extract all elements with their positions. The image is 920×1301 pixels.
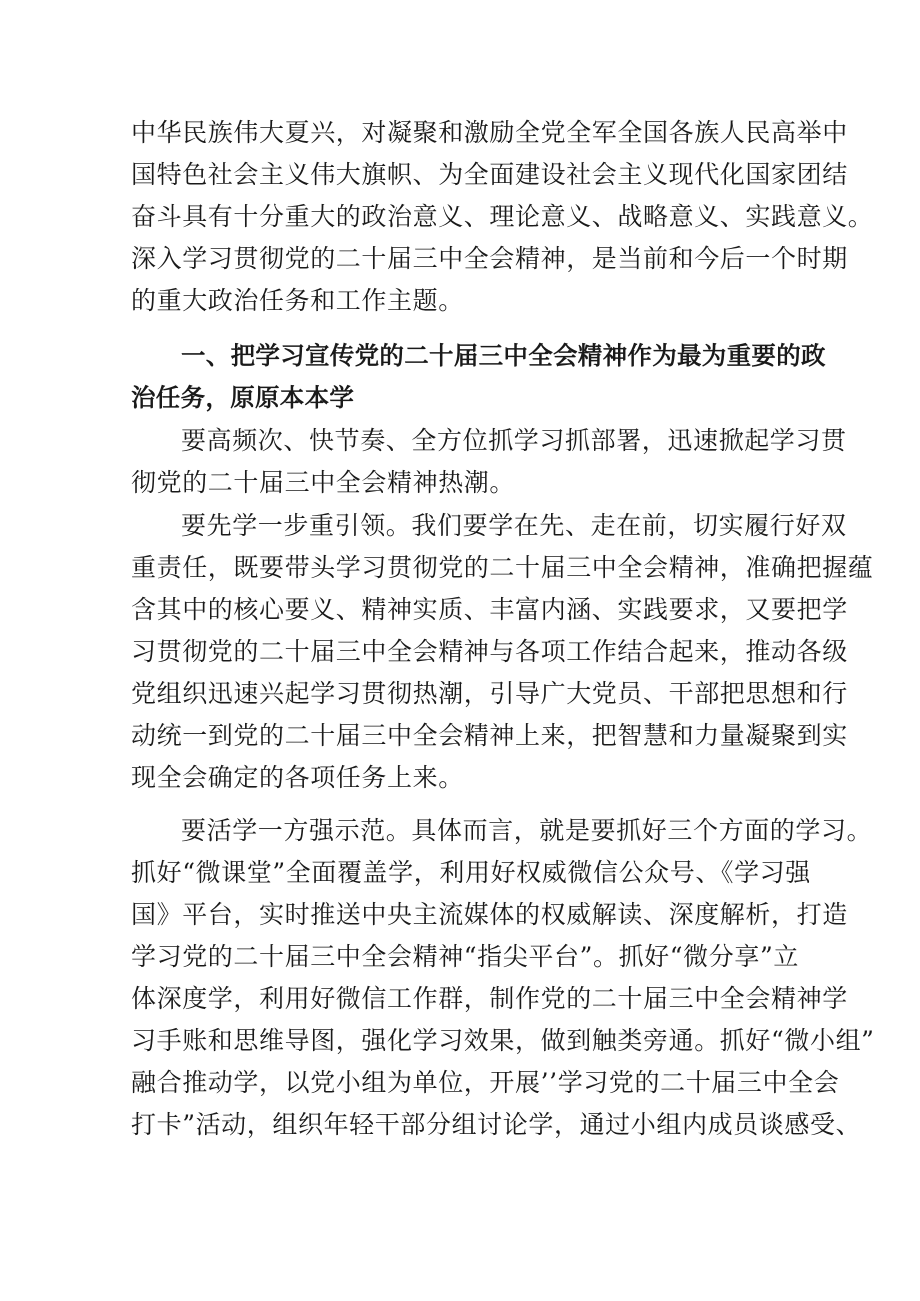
paragraph-line: 打卡”活动，组织年轻干部分组讨论学，通过小组内成员谈感受、 (131, 1110, 862, 1139)
paragraph-line: 彻党的二十届三中全会精神热潮。 (131, 468, 516, 497)
paragraph-line: 国》平台，实时推送中央主流媒体的权威解读、深度解析，打造 (131, 900, 848, 929)
paragraph-line: 学习党的二十届三中全会精神“指尖平台”。抓好“微分享”立 (131, 942, 799, 971)
paragraph-line: 融合推动学，以党小组为单位，开展’’学习党的二十届三中全会 (131, 1068, 840, 1097)
intro-line: 的重大政治任务和工作主题。 (131, 286, 464, 315)
paragraph-line: 党组织迅速兴起学习贯彻热潮，引导广大党员、干部把思想和行 (131, 679, 848, 708)
paragraph-line: 要高频次、快节奏、全方位抓学习抓部署，迅速掀起学习贯 (181, 426, 847, 455)
intro-line: 国特色社会主义伟大旗帜、为全面建设社会主义现代化国家团结 (131, 160, 848, 189)
intro-line: 深入学习贯彻党的二十届三中全会精神，是当前和今后一个时期 (131, 244, 848, 273)
section-heading-line: 一、把学习宣传党的二十届三中全会精神作为最为重要的政 (181, 341, 826, 370)
paragraph-line: 要先学一步重引领。我们要学在先、走在前，切实履行好双 (181, 511, 847, 540)
paragraph-line: 现全会确定的各项任务上来。 (131, 763, 464, 792)
paragraph-line: 习贯彻党的二十届三中全会精神与各项工作结合起来，推动各级 (131, 637, 848, 666)
paragraph-line: 要活学一方强示范。具体而言，就是要抓好三个方面的学习。 (181, 816, 873, 845)
paragraph-line: 重责任，既要带头学习贯彻党的二十届三中全会精神，准确把握蕴 (131, 553, 874, 582)
paragraph-line: 习手账和思维导图，强化学习效果，做到触类旁通。抓好“微小组” (131, 1026, 875, 1055)
section-heading (131, 335, 826, 419)
paragraph-line: 抓好“微课堂”全面覆盖学，利用好权威微信公众号、《学习强 (131, 858, 811, 887)
intro-line: 中华民族伟大夏兴，对凝聚和激励全党全军全国各族人民高举中 (131, 118, 848, 147)
intro-paragraph (131, 112, 874, 322)
paragraph-line: 含其中的核心要义、精神实质、丰富内涵、实践要求，又要把学 (131, 595, 848, 624)
section-heading-line: 治任务，原原本本学 (131, 383, 355, 412)
paragraph-study-deployment (131, 420, 847, 504)
intro-line: 奋斗具有十分重大的政治意义、理论意义、战略意义、实践意义。 (131, 202, 874, 231)
paragraph-active-learning (131, 810, 875, 1146)
paragraph-line: 动统一到党的二十届三中全会精神上来，把智慧和力量凝聚到实 (131, 721, 848, 750)
paragraph-line: 体深度学，利用好微信工作群，制作党的二十届三中全会精神学 (131, 984, 848, 1013)
paragraph-lead-by-learning (131, 505, 874, 799)
